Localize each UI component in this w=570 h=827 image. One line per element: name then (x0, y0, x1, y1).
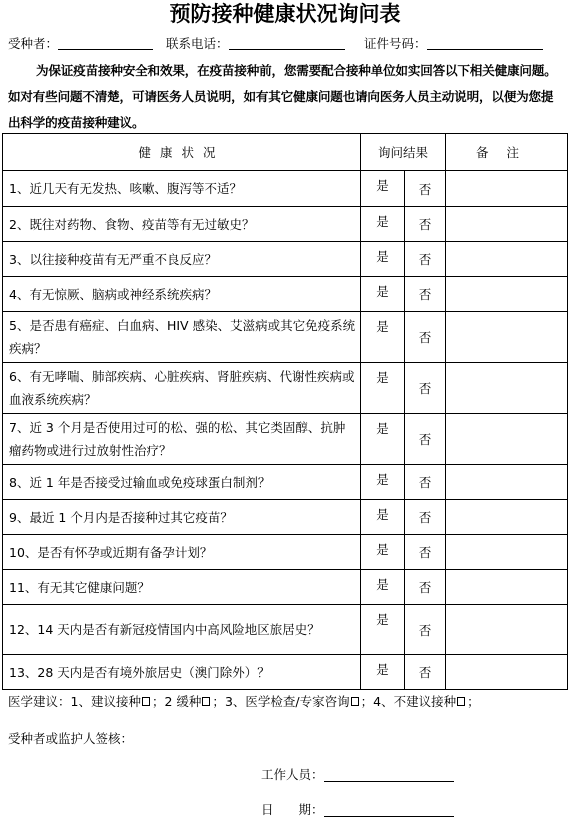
question-text: 8、近 1 年是否接受过输血或免疫球蛋白制剂？ (3, 465, 361, 500)
remark-cell[interactable] (446, 605, 568, 655)
question-row (3, 277, 568, 312)
question-row (3, 207, 568, 242)
remark-cell[interactable] (446, 277, 568, 312)
header-inquiry-result: 询问结果 (361, 134, 446, 171)
question-row (3, 500, 568, 535)
question-text: 1、近几天有无发热、咳嗽、腹泻等不适？ (3, 171, 361, 207)
staff-field[interactable] (261, 765, 454, 785)
recipient-field[interactable] (8, 34, 153, 54)
medical-advice-label: 医学建议： (8, 694, 71, 709)
answer-no-cell[interactable]: 否 (405, 605, 446, 655)
answer-no-cell[interactable]: 否 (405, 414, 446, 465)
answer-yes-cell[interactable]: 是 (361, 570, 405, 605)
answer-no-cell[interactable]: 否 (405, 277, 446, 312)
answer-no-cell[interactable]: 否 (405, 465, 446, 500)
question-text: 12、14 天内是否有新冠疫情国内中高风险地区旅居史？ (3, 605, 361, 655)
answer-yes-cell[interactable]: 是 (361, 605, 405, 655)
remark-cell[interactable] (446, 171, 568, 207)
date-line[interactable] (324, 802, 454, 817)
remark-cell[interactable] (446, 500, 568, 535)
phone-field[interactable] (166, 34, 345, 54)
id-number-field[interactable] (364, 34, 543, 54)
question-text: 13、28 天内是否有境外旅居史（澳门除外）？ (3, 655, 361, 690)
question-text: 9、最近 1 个月内是否接种过其它疫苗？ (3, 500, 361, 535)
remark-cell[interactable] (446, 363, 568, 414)
question-row (3, 535, 568, 570)
question-row (3, 465, 568, 500)
answer-yes-cell[interactable]: 是 (361, 414, 405, 465)
recipient-label: 受种者： (8, 36, 59, 51)
question-row (3, 312, 568, 363)
question-text: 2、既往对药物、食物、疫苗等有无过敏史？ (3, 207, 361, 242)
answer-no-cell[interactable]: 否 (405, 570, 446, 605)
question-row (3, 242, 568, 277)
answer-no-cell[interactable]: 否 (405, 207, 446, 242)
remark-cell[interactable] (446, 207, 568, 242)
question-text: 4、有无惊厥、脑病或神经系统疾病？ (3, 277, 361, 312)
question-text: 5、是否患有癌症、白血病、HIV 感染、艾滋病或其它免疫系统疾病？ (3, 312, 361, 363)
advice-checkbox-2[interactable] (202, 697, 210, 706)
answer-yes-cell[interactable]: 是 (361, 171, 405, 207)
header-remarks: 备注 (446, 134, 568, 171)
staff-label: 工作人员： (261, 767, 324, 782)
remark-cell[interactable] (446, 414, 568, 465)
phone-blank[interactable] (229, 36, 345, 50)
date-label: 日 期： (261, 802, 324, 817)
advice-checkbox-3[interactable] (351, 697, 359, 706)
question-row (3, 414, 568, 465)
health-questionnaire-table (2, 133, 568, 690)
advice-checkbox-4[interactable] (457, 697, 465, 706)
phone-label: 联系电话： (166, 36, 229, 51)
answer-yes-cell[interactable]: 是 (361, 363, 405, 414)
answer-yes-cell[interactable]: 是 (361, 312, 405, 363)
recipient-blank[interactable] (58, 36, 153, 50)
answer-no-cell[interactable]: 否 (405, 655, 446, 690)
remark-cell[interactable] (446, 535, 568, 570)
answer-no-cell[interactable]: 否 (405, 171, 446, 207)
question-text: 11、有无其它健康问题？ (3, 570, 361, 605)
answer-yes-cell[interactable]: 是 (361, 207, 405, 242)
question-text: 7、近 3 个月是否使用过可的松、强的松、其它类固醇、抗肿瘤药物或进行过放射性治疗？ (3, 414, 361, 465)
answer-yes-cell[interactable]: 是 (361, 655, 405, 690)
answer-no-cell[interactable]: 否 (405, 363, 446, 414)
answer-yes-cell[interactable]: 是 (361, 500, 405, 535)
intro-paragraph: 为保证疫苗接种安全和效果，在疫苗接种前，您需要配合接种单位如实回答以下相关健康问题。如对有些问题不清楚，可请医务人员说明，如有其它健康问题也请向医务人员主动说明，以便为您提出科学的疫苗接种建议。 (8, 63, 557, 130)
question-row (3, 605, 568, 655)
recipient-info-row (8, 34, 564, 54)
id-number-label: 证件号码： (364, 36, 427, 51)
staff-signature-line[interactable] (324, 767, 454, 782)
remark-cell[interactable] (446, 242, 568, 277)
remark-cell[interactable] (446, 312, 568, 363)
answer-yes-cell[interactable]: 是 (361, 535, 405, 570)
medical-advice (8, 692, 480, 712)
question-row (3, 363, 568, 414)
date-field[interactable] (261, 800, 454, 820)
table-header-row (3, 134, 568, 171)
remark-cell[interactable] (446, 655, 568, 690)
answer-no-cell[interactable]: 否 (405, 535, 446, 570)
question-row (3, 570, 568, 605)
answer-no-cell[interactable]: 否 (405, 500, 446, 535)
advice-option-1[interactable]: 1、建议接种 ； (70, 694, 165, 709)
answer-yes-cell[interactable]: 是 (361, 465, 405, 500)
answer-yes-cell[interactable]: 是 (361, 242, 405, 277)
advice-option-4[interactable]: 4、不建议接种 ； (373, 694, 480, 709)
answer-no-cell[interactable]: 否 (405, 312, 446, 363)
question-text: 3、以往接种疫苗有无严重不良反应？ (3, 242, 361, 277)
question-row (3, 171, 568, 207)
advice-option-3[interactable]: 3、医学检查/专家咨询 ； (224, 694, 374, 709)
header-health-status: 健康状况 (3, 134, 361, 171)
question-row (3, 655, 568, 690)
advice-checkbox-1[interactable] (142, 697, 150, 706)
questions-body (3, 171, 568, 690)
advice-option-2[interactable]: 2 缓种 ； (164, 694, 225, 709)
id-number-blank[interactable] (427, 36, 543, 50)
guardian-signature-label: 受种者或监护人签核： (8, 731, 134, 746)
answer-yes-cell[interactable]: 是 (361, 277, 405, 312)
answer-no-cell[interactable]: 否 (405, 242, 446, 277)
form-title: 预防接种健康状况询问表 (169, 1, 401, 26)
remark-cell[interactable] (446, 465, 568, 500)
remark-cell[interactable] (446, 570, 568, 605)
question-text: 6、有无哮喘、肺部疾病、心脏疾病、肾脏疾病、代谢性疾病或血液系统疾病？ (3, 363, 361, 414)
question-text: 10、是否有怀孕或近期有备孕计划？ (3, 535, 361, 570)
